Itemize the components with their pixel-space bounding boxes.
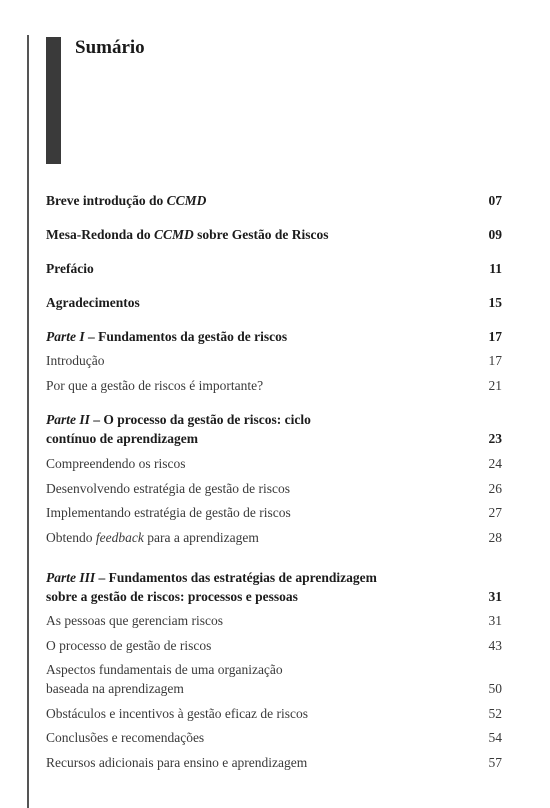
toc-entry[interactable]	[46, 637, 502, 654]
toc-entry-label-part: Parte III	[46, 570, 96, 585]
toc-entry-label-part: Agradecimentos	[46, 295, 140, 310]
toc-entry-label-part: Mesa-Redonda do	[46, 227, 155, 242]
toc-entry-page-number: 15	[488, 295, 502, 310]
toc-entry-page-number: 26	[488, 481, 502, 496]
toc-entry-label	[46, 729, 480, 746]
toc-entry-label-part: para a aprendizagem	[143, 530, 259, 545]
toc-entry[interactable]	[46, 661, 502, 678]
toc-entry[interactable]	[46, 705, 502, 722]
toc-entry-label-part: Aspectos fundamentais de uma organização	[46, 662, 283, 677]
toc-entry-label-part: Obtendo	[46, 530, 96, 545]
toc-entry-label	[46, 430, 480, 447]
toc-entry-label-part: Obstáculos e incentivos à gestão eficaz de riscos	[46, 706, 309, 721]
toc-entry-label	[46, 411, 480, 428]
toc-entry[interactable]	[46, 754, 502, 771]
toc-entry-label	[46, 705, 480, 722]
toc-entry-label	[46, 754, 480, 771]
toc-entry-page-number: 57	[488, 755, 502, 770]
toc-entry-label-part: Parte II	[46, 412, 90, 427]
toc-entry-label	[46, 612, 480, 629]
toc-entry-label-part: Por que a gestão de riscos é importante?	[46, 378, 264, 393]
toc-entry-label-part: sobre Gestão de Riscos	[193, 227, 329, 242]
toc-entry-label-part: feedback	[95, 530, 144, 545]
toc-entry-label	[46, 294, 480, 311]
toc-entry-label-part: contínuo de aprendizagem	[46, 431, 199, 446]
toc-entry-label	[46, 504, 480, 521]
toc-entry[interactable]	[46, 192, 502, 209]
toc-entry-label	[46, 637, 480, 654]
toc-entry-page-number: 31	[488, 589, 502, 604]
toc-entry-page-number: 52	[488, 706, 502, 721]
toc-entry-page-number: 11	[489, 261, 502, 276]
toc-entry-page-number: 54	[488, 730, 502, 745]
toc-entry-page-number: 43	[488, 638, 502, 653]
toc-entry-label-part: Conclusões e recomendações	[46, 730, 205, 745]
toc-entry-page-number: 07	[488, 193, 502, 208]
toc-entry-label-part: As pessoas que gerenciam riscos	[46, 613, 223, 628]
toc-entry[interactable]	[46, 411, 502, 428]
toc-entry-label	[46, 260, 480, 277]
toc-entry-label-part: – O processo da gestão de riscos: ciclo	[89, 412, 311, 427]
toc-entry-label	[46, 529, 480, 546]
toc-entry[interactable]	[46, 588, 502, 605]
toc-entry[interactable]	[46, 680, 502, 697]
toc-entry-page-number: 27	[488, 505, 502, 520]
toc-entry[interactable]	[46, 529, 502, 546]
toc-entry[interactable]	[46, 328, 502, 345]
toc-entry-label-part: Prefácio	[46, 261, 94, 276]
toc-entry-label-part: O processo de gestão de riscos	[46, 638, 212, 653]
toc-entry-page-number: 21	[488, 378, 502, 393]
toc-entry[interactable]	[46, 294, 502, 311]
toc-entry-label	[46, 328, 480, 345]
toc-entry-label	[46, 192, 480, 209]
toc-entry-page-number: 24	[488, 456, 502, 471]
toc-entry[interactable]	[46, 352, 502, 369]
toc-entry-label-part: Introdução	[46, 353, 105, 368]
toc-entry-label	[46, 680, 480, 697]
toc-entry[interactable]	[46, 480, 502, 497]
toc-entry-page-number: 23	[488, 431, 502, 446]
toc-entry[interactable]	[46, 729, 502, 746]
toc-entry-label-part: Breve introdução do	[46, 193, 167, 208]
toc-entry-label	[46, 661, 480, 678]
title-accent-bar	[46, 37, 61, 164]
toc-entry-label-part: baseada na aprendizagem	[46, 681, 184, 696]
toc-entry-label-part: Compreendendo os riscos	[46, 456, 186, 471]
toc-entry-label-part: Recursos adicionais para ensino e aprendizagem	[46, 755, 308, 770]
toc-entry[interactable]	[46, 377, 502, 394]
toc-entry-page-number: 50	[488, 681, 502, 696]
toc-entry-page-number: 09	[488, 227, 502, 242]
toc-entry[interactable]	[46, 260, 502, 277]
toc-entry-label-part: – Fundamentos das estratégias de aprendizagem	[95, 570, 377, 585]
toc-entry-label	[46, 377, 480, 394]
toc-entry-label-part: Desenvolvendo estratégia de gestão de riscos	[46, 481, 291, 496]
toc-entry-page-number: 17	[488, 353, 502, 368]
toc-entry-label	[46, 226, 480, 243]
toc-entry[interactable]	[46, 612, 502, 629]
toc-entry-label-part: Implementando estratégia de gestão de riscos	[46, 505, 291, 520]
page-title: Sumário	[75, 37, 145, 58]
toc-entry[interactable]	[46, 569, 502, 586]
toc-entry[interactable]	[46, 455, 502, 472]
toc-entry-label-part: CCMD	[166, 193, 207, 208]
toc-entry-page-number: 28	[488, 530, 502, 545]
toc-entry-label	[46, 569, 480, 586]
toc-entry-label-part: sobre a gestão de riscos: processos e pessoas	[46, 589, 298, 604]
toc-entry-page-number: 31	[488, 613, 502, 628]
toc-entry-label	[46, 352, 480, 369]
toc-entry-label	[46, 480, 480, 497]
toc-entry-label-part: – Fundamentos da gestão de riscos	[84, 329, 288, 344]
toc-entry-label	[46, 455, 480, 472]
page-spine-line	[27, 35, 29, 808]
toc-entry[interactable]	[46, 226, 502, 243]
toc-entry-label-part: CCMD	[154, 227, 194, 242]
toc-entry[interactable]	[46, 504, 502, 521]
toc-entry-page-number: 17	[488, 329, 502, 344]
toc-entry[interactable]	[46, 430, 502, 447]
toc-entry-label-part: Parte I	[46, 329, 85, 344]
toc-entry-label	[46, 588, 480, 605]
